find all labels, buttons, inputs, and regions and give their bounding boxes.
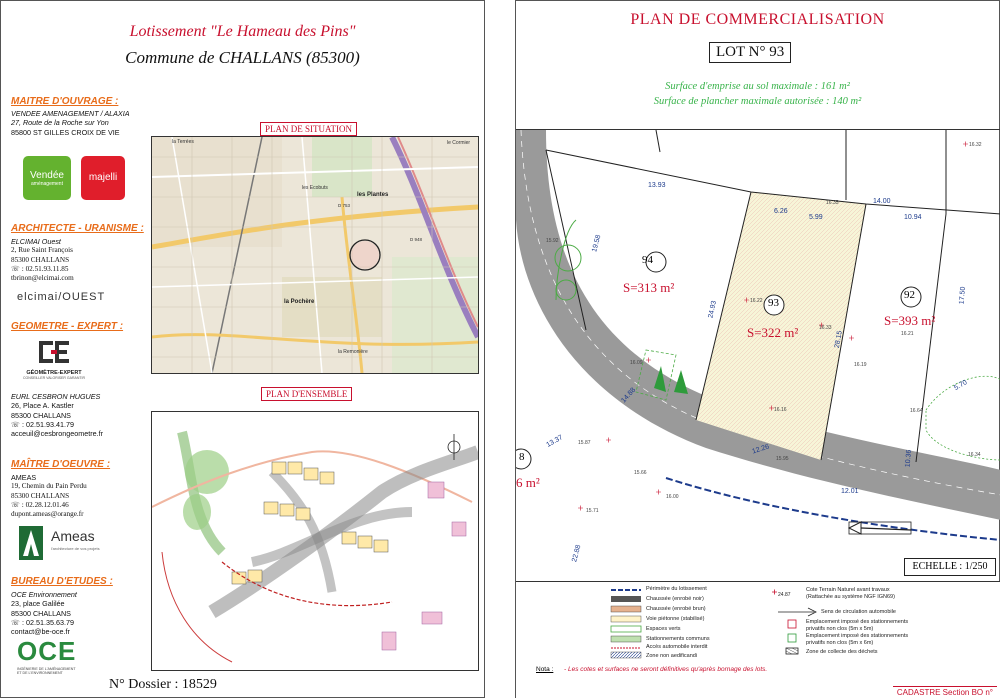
map-label-terrees: la Terrées (172, 139, 194, 145)
lot-93-number: 93 (768, 297, 779, 309)
bureau-section (11, 576, 151, 636)
level-16-19: 16.19 (854, 362, 867, 368)
legend-cote-value: 24.87 (778, 592, 791, 598)
oeuvre-line5: dupont.ameas@orange.fr (11, 510, 84, 519)
left-cover-page (0, 0, 485, 698)
dim-17-50: 17.50 (958, 286, 968, 305)
oce-logo-sub1: INGÉNIERIE DE L'AMÉNAGEMENT (17, 667, 76, 671)
surface-plancher: Surface de plancher maximale autorisée : 140 m² (653, 96, 862, 107)
arch-line5: tbrinon@elcimai.com (11, 274, 74, 283)
dim-13-37: 13.37 (545, 434, 565, 449)
legend-emplacement-clos2: privatifs non clos (5m x 6m) (806, 640, 874, 646)
level-16-33: 16.33 (819, 325, 832, 331)
plan-title: PLAN DE COMMERCIALISATION (630, 11, 885, 28)
dim-10-36: 10.36 (904, 449, 914, 468)
map-label-d753: D 753 (338, 203, 351, 208)
geometre-logo-text: GÉOMÈTRE-EXPERT (26, 370, 82, 376)
dim-22-88: 22.88 (571, 544, 583, 563)
legend-stationnements: Stationnements communs (646, 636, 710, 642)
lot-94-surface: S=313 m² (623, 280, 675, 295)
geo-line4 (11, 420, 151, 429)
phone-icon: ☏ (11, 500, 20, 509)
oeuvre-line1: AMEAS (11, 473, 37, 482)
plan-situation-label: PLAN DE SITUATION (260, 122, 357, 136)
dim-24-93: 24.93 (707, 300, 719, 319)
legend-swatches (516, 582, 1000, 700)
level-16-32: 16.32 (969, 142, 982, 148)
plan-ensemble-label: PLAN D'ENSEMBLE (261, 387, 352, 401)
level-15-87: 15.87 (578, 440, 591, 446)
legend-area (516, 581, 1000, 700)
mo-line2: 27, Route de la Roche sur Yon (11, 118, 109, 128)
arch-line1: ELCIMAI Ouest (11, 237, 61, 246)
oeuvre-heading: MAÎTRE D'OEUVRE : (11, 459, 111, 470)
map-label-remoniere: la Remonière (338, 349, 368, 355)
dim-12-01: 12.01 (841, 488, 859, 495)
geo-phone: : 02.51.93.41.79 (22, 419, 74, 429)
surface-emprise: Surface d'emprise au sol maximale : 161 m² (665, 81, 850, 92)
level-16-22: 16.22 (750, 298, 763, 304)
map-label-plantes: les Plantes (357, 192, 389, 198)
architecte-heading: ARCHITECTE - URANISME : (11, 223, 144, 234)
arch-line3: 85300 CHALLANS (11, 255, 70, 264)
scale-box: ECHELLE : 1/250 (904, 558, 996, 576)
right-sales-plan-page (515, 0, 1000, 698)
arch-line2: 2, Rue Saint François (11, 246, 73, 255)
legend-zone-dechets: Zone de collecte des déchets (806, 649, 878, 655)
vendee-amenagement-logo (23, 156, 71, 200)
map-label-ecobuts: les Ecobuts (302, 185, 328, 191)
mo-line1: VENDEE AMENAGEMENT / ALAXIA (11, 109, 130, 118)
lot-94-number: 94 (642, 254, 653, 266)
dim-6-26: 6.26 (774, 208, 788, 215)
lot-8-number: 8 (519, 451, 525, 463)
map-label-pochere: la Pochère (284, 299, 315, 305)
level-16-21: 16.21 (901, 331, 914, 337)
legend-voie-pietonne: Voie piétonne (stabilisé) (646, 616, 705, 622)
level-15-92: 15.92 (546, 238, 559, 244)
level-16-16: 16.16 (774, 407, 787, 413)
ameas-mark-icon (19, 526, 45, 560)
page-gap (485, 0, 515, 698)
geo-line5: acceuil@cesbrongeometre.fr (11, 429, 103, 439)
project-title: Lotissement "Le Hameau des Pins" (129, 23, 356, 40)
situation-map-drawing (152, 137, 478, 373)
dim-19-58: 19.58 (591, 234, 603, 253)
mo-line3: 85800 ST GILLES CROIX DE VIE (11, 127, 120, 137)
legend-emplacement-nonclos: Emplacement imposé des stationnements (806, 619, 909, 625)
legend-sens-circulation: Sens de circulation automobile (821, 609, 896, 615)
level-16-34: 16.34 (968, 452, 981, 458)
lot-92-surface: S=393 m² (884, 313, 936, 328)
ameas-logo-sub: l'architecture de vos projets (51, 546, 100, 551)
geometre-expert-logo (19, 339, 89, 381)
arch-phone: : 02.51.93.11.85 (21, 264, 69, 273)
bureau-line4 (11, 618, 151, 627)
cadastre-label: CADASTRE Section BO n° (893, 686, 997, 698)
architecte-section (11, 223, 151, 283)
level-16-64: 16.64 (910, 408, 923, 414)
dim-14-88: 14.88 (620, 386, 638, 405)
legend-cote-terrain2: (Rattachée au système NGF IGN69) (806, 594, 895, 600)
bureau-line5: contact@be-oce.fr (11, 627, 70, 637)
bureau-line1: OCE Environnement (11, 590, 77, 599)
ameas-logo-text: Ameas (51, 528, 95, 544)
geo-line1: EURL CESBRON HUGUES (11, 392, 101, 401)
lot-plan-drawing (516, 129, 1000, 582)
geometre-heading: GEOMETRE - EXPERT : (11, 321, 124, 332)
legend-espaces-verts: Espaces verts (646, 626, 681, 632)
level-16-09: 16.09 (630, 360, 643, 366)
oeuvre-line2: 19, Chemin du Pain Perdu (11, 482, 87, 491)
dim-13-93: 13.93 (648, 182, 666, 189)
lot-number-box: LOT N° 93 (709, 42, 791, 63)
legend-chaussee-brun: Chaussée (enrobé brun) (646, 606, 706, 612)
oce-logo-sub2: ET DE L'ENVIRONNEMENT (17, 671, 63, 675)
dim-5-70: 5.70 (953, 379, 969, 392)
phone-icon: ☏ (11, 419, 20, 429)
legend-zone-non-aedificandi: Zone non aedificandi (646, 653, 698, 659)
geo-line2: 26, Place A. Kastler (11, 401, 74, 411)
vendee-logo-text: Vendée (30, 170, 64, 181)
lot-92-number: 92 (904, 289, 915, 301)
situation-map (151, 136, 479, 374)
maitre-ouvrage-section (11, 96, 151, 137)
legend-perimetre: Périmètre du lotissement (646, 586, 707, 592)
level-16-00: 16.00 (666, 494, 679, 500)
lot-plan-svg (516, 130, 1000, 582)
legend-acces-interdit: Accès automobile interdit (646, 644, 708, 650)
oce-logo (17, 636, 97, 688)
level-15-95: 15.95 (776, 456, 789, 462)
phone-icon: ☏ (11, 617, 20, 627)
bureau-heading: BUREAU D'ETUDES : (11, 576, 113, 587)
oeuvre-section (11, 459, 151, 519)
oeuvre-line4 (11, 501, 151, 510)
geometre-mark-icon (36, 339, 72, 365)
map-label-d948: D 948 (410, 237, 423, 242)
geometre-details (11, 392, 151, 438)
note-label: Nota : (536, 666, 554, 673)
lot-93-surface: S=322 m² (747, 325, 799, 340)
bureau-phone: : 02.51.35.63.79 (22, 617, 74, 627)
level-15-71: 15.71 (586, 508, 599, 514)
dim-10-94: 10.94 (904, 214, 922, 221)
ensemble-map-drawing (152, 412, 478, 670)
legend-cote-terrain: Cote Terrain Naturel avant travaux (806, 587, 890, 593)
dossier-number: N° Dossier : 18529 (109, 677, 217, 692)
legend-emplacement-clos: Emplacement imposé des stationnements (806, 633, 909, 639)
commune-title: Commune de CHALLANS (85300) (125, 48, 360, 67)
dim-14-00: 14.00 (873, 198, 891, 205)
phone-icon: ☏ (11, 264, 20, 273)
elcimai-logo: elcimai/OUEST (17, 291, 106, 303)
legend-emplacement-nonclos2: privatifs non clos (5m x 5m) (806, 626, 874, 632)
oce-logo-text: OCE (17, 636, 77, 666)
legend-chaussee-noir: Chaussée (enrobé noir) (646, 596, 704, 602)
maitre-ouvrage-heading: MAITRE D'OUVRAGE : (11, 96, 119, 107)
majelli-logo-text: majelli (88, 172, 118, 183)
geometre-logo-sub: CONSEILLER VALORISER GARANTIR (23, 376, 85, 380)
majelli-logo (81, 156, 125, 200)
dim-5-99: 5.99 (809, 214, 823, 221)
vendee-logo-sub: aménagement (31, 181, 63, 187)
dim-12-26: 12.26 (751, 443, 771, 456)
oeuvre-phone: : 02.28.12.01.46 (21, 500, 69, 509)
oeuvre-line3: 85300 CHALLANS (11, 491, 70, 500)
level-16-35: 16.35 (826, 200, 839, 206)
map-label-cormier: le Cormier (447, 140, 471, 146)
ensemble-map (151, 411, 479, 671)
geometre-section (11, 321, 151, 332)
dim-28-15: 28.15 (833, 330, 844, 349)
level-15-66: 15.66 (634, 470, 647, 476)
ameas-logo (19, 526, 129, 561)
lot-8-surface: 6 m² (516, 475, 540, 490)
geo-line3: 85300 CHALLANS (11, 410, 71, 420)
note-text: - Les cotes et surfaces ne seront définitives qu'après bornage des lots. (564, 666, 768, 673)
bureau-line3: 85300 CHALLANS (11, 608, 71, 618)
arch-line4 (11, 265, 151, 274)
bureau-line2: 23, place Galilée (11, 599, 65, 609)
